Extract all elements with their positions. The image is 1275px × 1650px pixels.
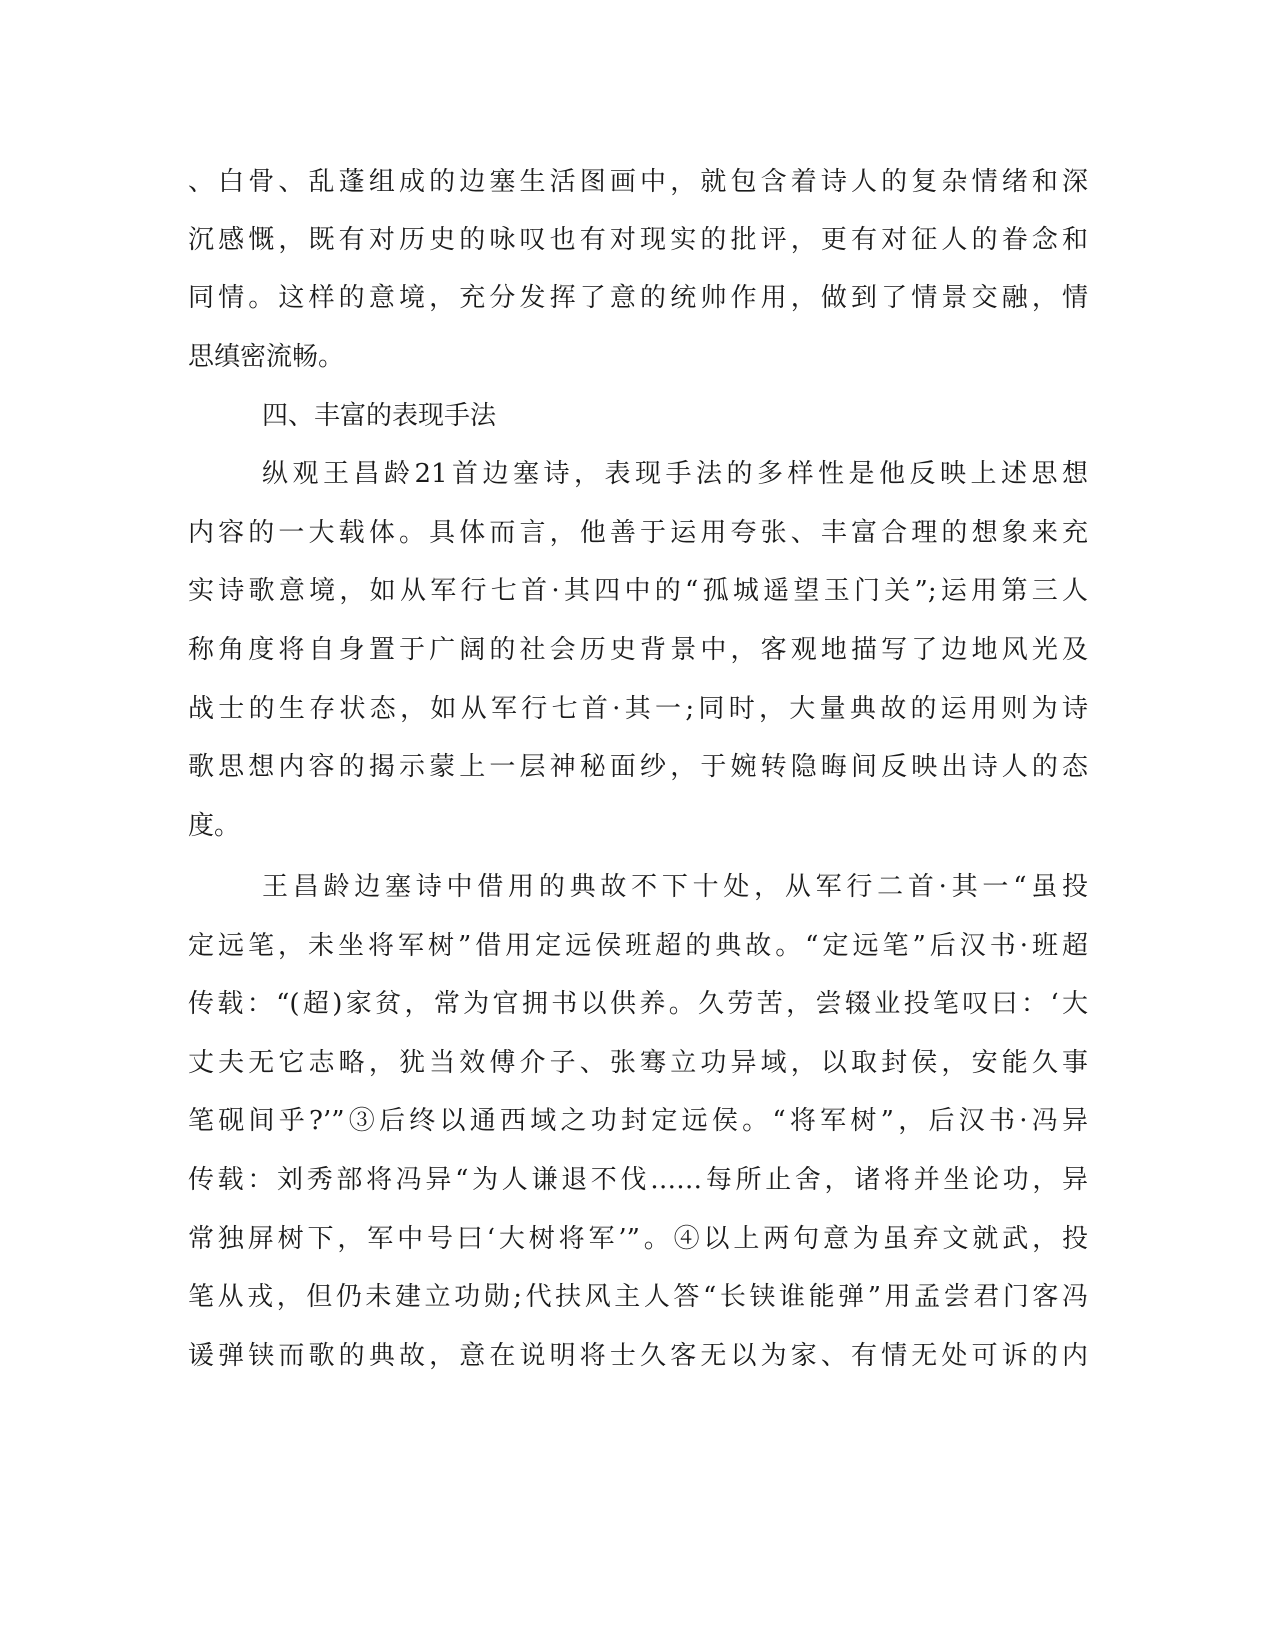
text-line: 笔砚间乎?’”③后终以通西域之功封定远侯。“将军树”，后汉书·冯异 — [188, 1106, 1088, 1136]
text-line: 常独屏树下，军中号曰‘大树将军’”。④以上两句意为虽弃文就武，投 — [188, 1224, 1088, 1254]
text-line: 度。 — [188, 811, 241, 841]
text-line: 传载：“(超)家贫，常为官拥书以供养。久劳苦，尝辍业投笔叹曰：‘大 — [188, 989, 1088, 1019]
text-line: 称角度将自身置于广阔的社会历史背景中，客观地描写了边地风光及 — [188, 635, 1088, 665]
text-line: 歌思想内容的揭示蒙上一层神秘面纱，于婉转隐晦间反映出诗人的态 — [188, 752, 1088, 782]
text-line: 纵观王昌龄21首边塞诗，表现手法的多样性是他反映上述思想 — [262, 459, 1088, 489]
text-line: 内容的一大载体。具体而言，他善于运用夸张、丰富合理的想象来充 — [188, 518, 1088, 548]
text-line: 丈夫无它志略，犹当效傅介子、张骞立功异域，以取封侯，安能久事 — [188, 1048, 1088, 1078]
text-line: 实诗歌意境，如从军行七首·其四中的“孤城遥望玉门关”;运用第三人 — [188, 576, 1088, 606]
section-heading: 四、丰富的表现手法 — [262, 401, 497, 431]
text-line: 定远笔，未坐将军树”借用定远侯班超的典故。“定远笔”后汉书·班超 — [188, 931, 1088, 961]
text-line: 同情。这样的意境，充分发挥了意的统帅作用，做到了情景交融，情 — [188, 283, 1088, 313]
text-line: 传载：刘秀部将冯异“为人谦退不伐……每所止舍，诸将并坐论功，异 — [188, 1165, 1088, 1195]
text-line: 谖弹铗而歌的典故，意在说明将士久客无以为家、有情无处可诉的内 — [188, 1341, 1088, 1371]
text-line: 战士的生存状态，如从军行七首·其一;同时，大量典故的运用则为诗 — [188, 694, 1088, 724]
text-line: 思缜密流畅。 — [188, 342, 345, 372]
text-line: 沉感慨，既有对历史的咏叹也有对现实的批评，更有对征人的眷念和 — [188, 225, 1088, 255]
text-line: 笔从戎，但仍未建立功勋;代扶风主人答“长铗谁能弹”用孟尝君门客冯 — [188, 1282, 1088, 1312]
text-line: 、白骨、乱蓬组成的边塞生活图画中，就包含着诗人的复杂情绪和深 — [188, 167, 1088, 197]
text-line: 王昌龄边塞诗中借用的典故不下十处，从军行二首·其一“虽投 — [262, 872, 1088, 902]
